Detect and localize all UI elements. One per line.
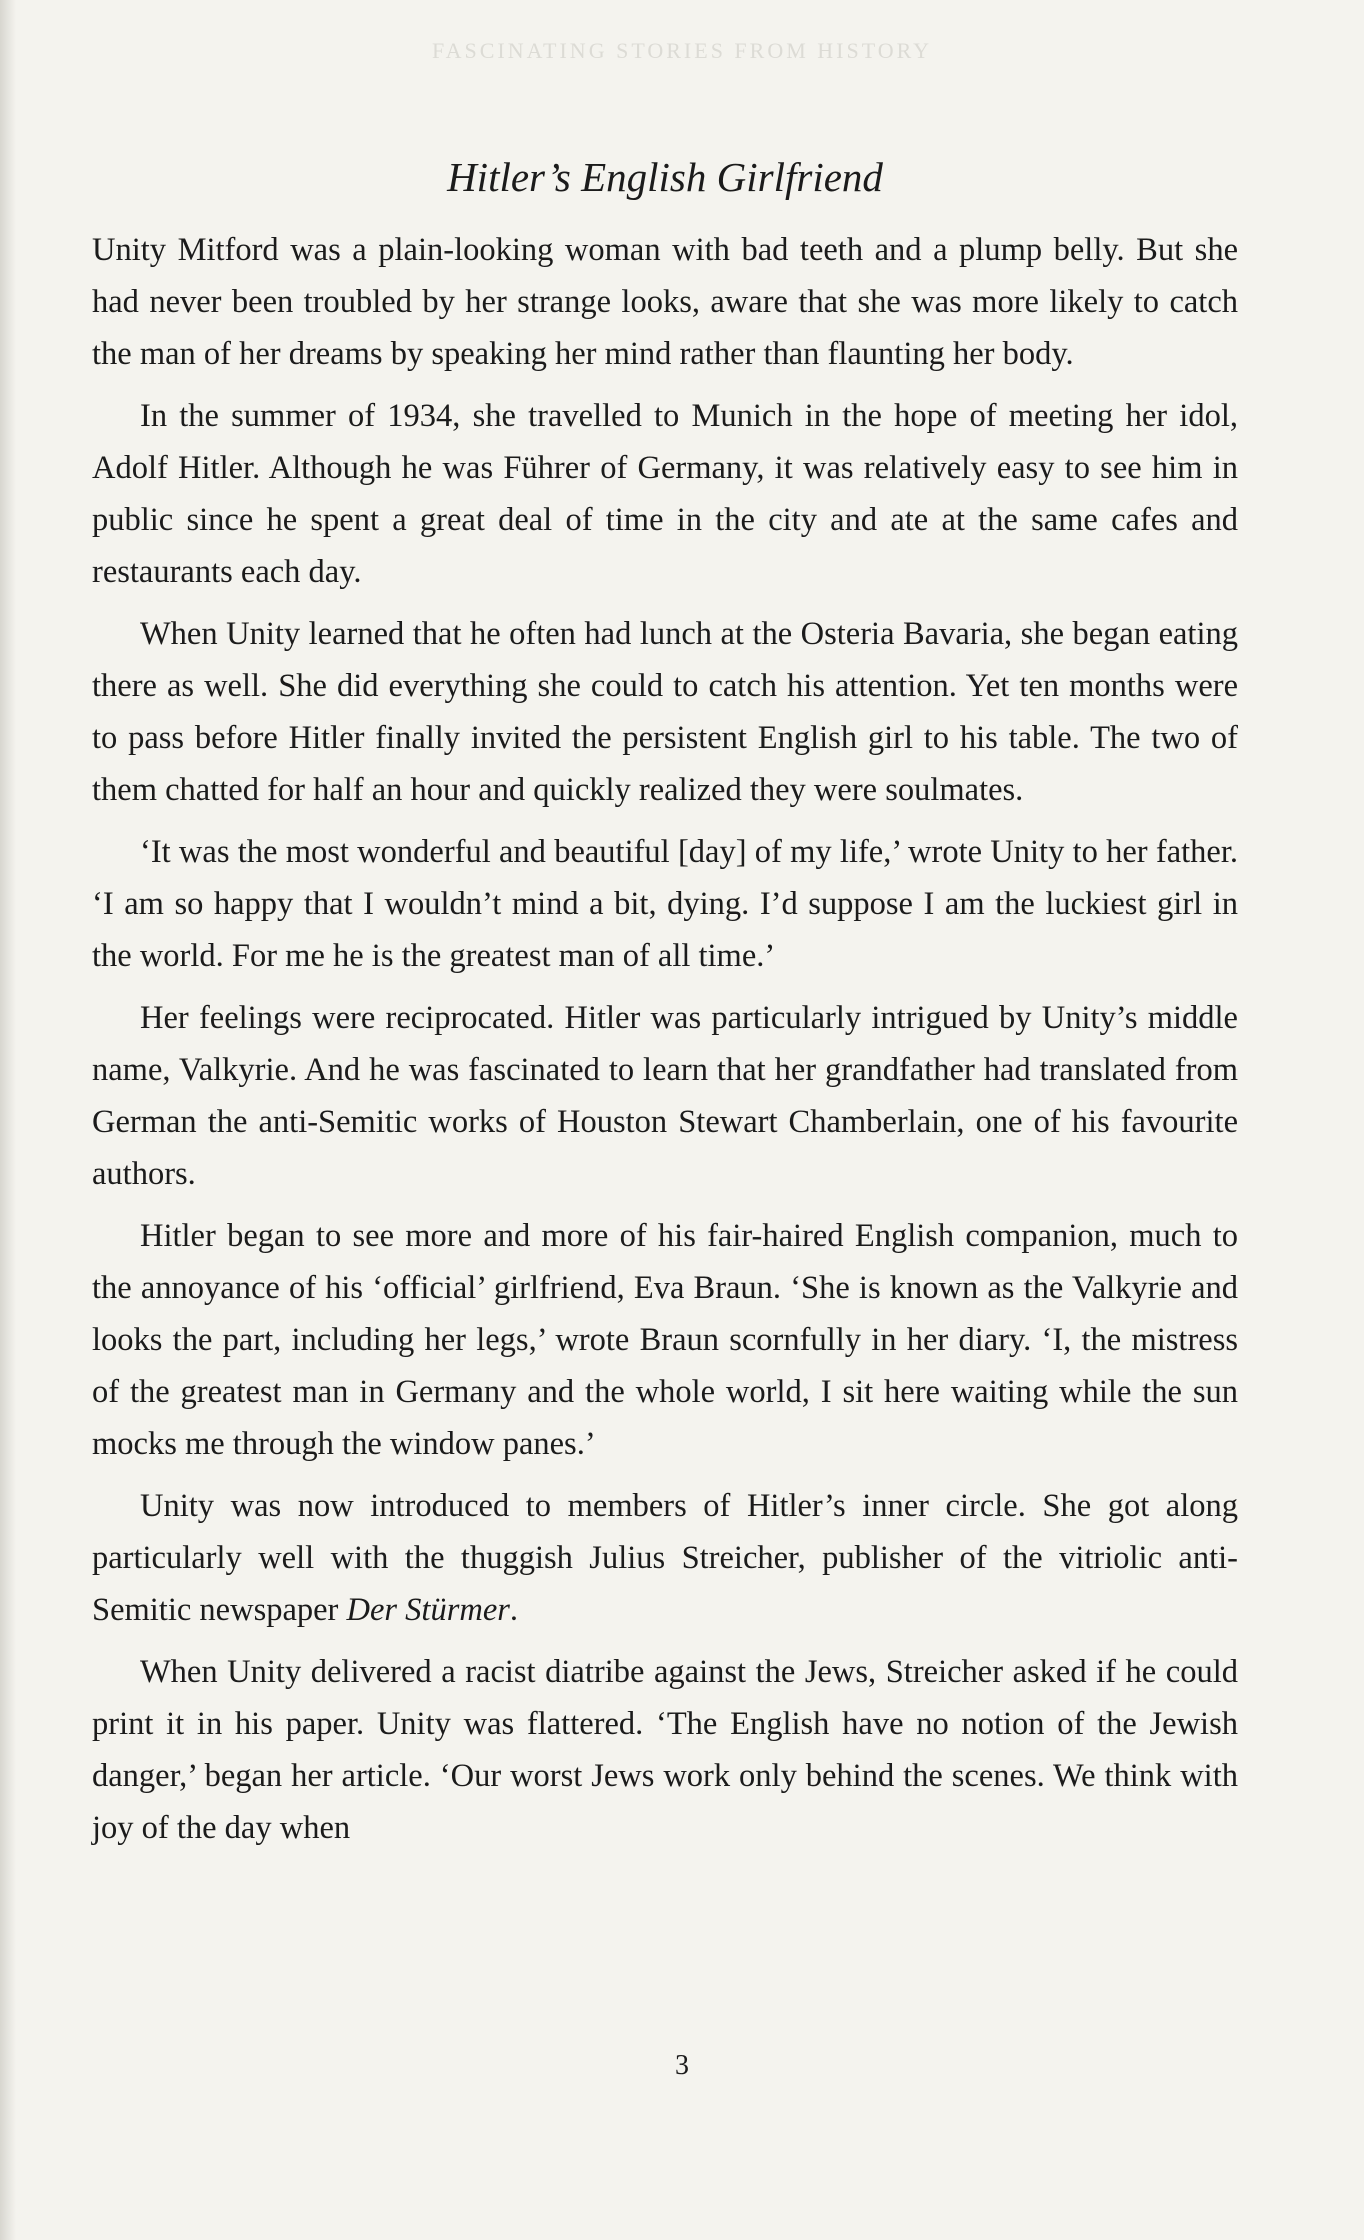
paragraph-4: ‘It was the most wonderful and beautiful [day] of my life,’ wrote Unity to her father. ‘I am so happy that I wouldn’t mind a bit, dying. I’d suppose I am the luckiest girl in the world. For me he is the greatest man of all time.’ (92, 834, 1238, 974)
paragraph-8: When Unity delivered a racist diatribe against the Jews, Streicher asked if he could print it in his paper. Unity was flattered. ‘The English have no notion of the Jewish danger,’ began her article. ‘Our worst Jews work only behind the scenes. We think with joy of the day when (92, 1654, 1238, 1846)
paragraph-2: In the summer of 1934, she travelled to Munich in the hope of meeting her idol, Adolf Hitler. Although he was Führer of Germany, it was relatively easy to see him in public since he spent a great deal of time in the city and ate at the same cafes and restaurants each day. (92, 398, 1238, 590)
paragraph-5: Her feelings were reciprocated. Hitler was particularly intrigued by Unity’s middle name, Valkyrie. And he was fascinated to learn that her grandfather had translated from German the anti-Semitic works of Houston Stewart Chamberlain, one of his favourite authors. (92, 1000, 1238, 1192)
page-number: 3 (675, 2050, 689, 2081)
paragraph-7 (92, 1480, 1238, 1636)
newspaper-title: Der Stürmer (346, 1592, 510, 1628)
paragraph-6: Hitler began to see more and more of his fair-haired English companion, much to the annoyance of his ‘official’ girlfriend, Eva Braun. ‘She is known as the Valkyrie and looks the part, including her legs,’ wrote Braun scornfully in her diary. ‘I, the mistress of the greatest man in Germany and the whole world, I sit here waiting while the sun mocks me through the window panes.’ (92, 1218, 1238, 1462)
paragraph-1: Unity Mitford was a plain-looking woman with bad teeth and a plump belly. But she had never been troubled by her strange looks, aware that she was more likely to catch the man of her dreams by speaking her mind rather than flaunting her body. (92, 232, 1238, 372)
paragraph-7-text: Unity was now introduced to members of Hitler’s inner circle. She got along particularly well with the thuggish Julius Streicher, publisher of the vitriolic anti-Semitic newspaper (92, 1488, 1238, 1628)
page-content (92, 152, 1238, 1864)
paragraph-3: When Unity learned that he often had lunch at the Osteria Bavaria, she began eating there as well. She did everything she could to catch his attention. Yet ten months were to pass before Hitler finally invited the persistent English girl to his table. The two of them chatted for half an hour and quickly realized they were soulmates. (92, 616, 1238, 808)
bleed-through-header: FASCINATING STORIES FROM HISTORY (431, 38, 933, 63)
paragraph-7-end: . (509, 1592, 519, 1628)
chapter-title: Hitler’s English Girlfriend (447, 154, 883, 200)
paper-edge (0, 0, 16, 2240)
